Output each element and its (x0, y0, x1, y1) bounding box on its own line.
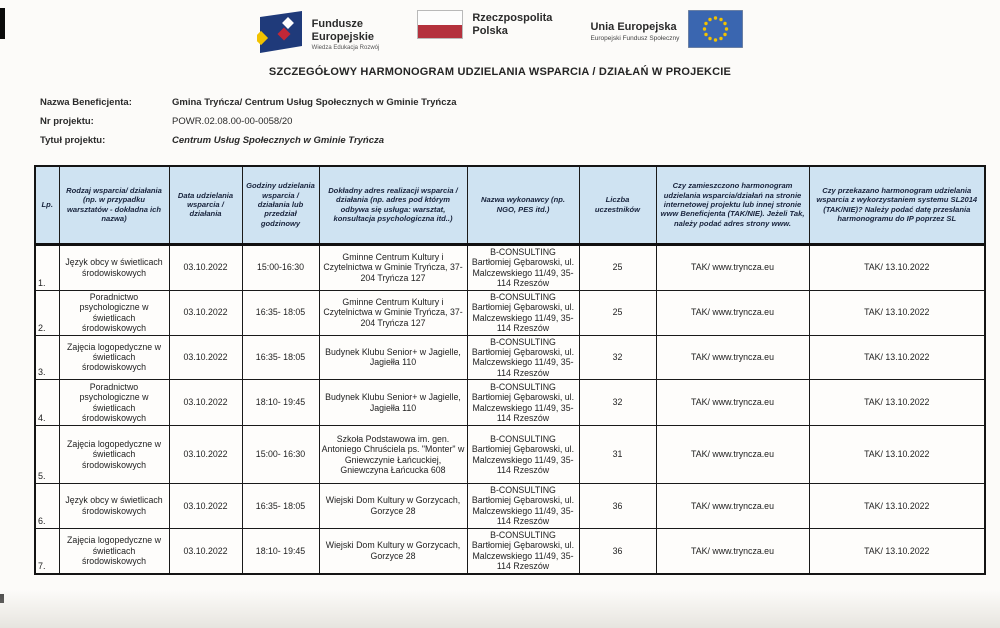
row-number-cell: 3. (35, 335, 59, 380)
date-cell: 03.10.2022 (169, 426, 242, 484)
contractor-cell: B-CONSULTING Bartłomiej Gębarowski, ul. Malczewskiego 11/49, 35-114 Rzeszów (467, 426, 579, 484)
participants-cell: 25 (579, 244, 656, 290)
beneficiary-row (40, 97, 740, 108)
support-type-cell: Język obcy w świetlicach środowiskowych (59, 484, 169, 529)
contractor-cell: B-CONSULTING Bartłomiej Gębarowski, ul. Malczewskiego 11/49, 35-114 Rzeszów (467, 244, 579, 290)
logo-text-subtitle: Europejski Fundusz Społeczny (590, 34, 680, 42)
support-type-cell: Poradnictwo psychologiczne w świetlicach środowiskowych (59, 380, 169, 426)
fundusze-europejskie-flag-icon (257, 10, 303, 59)
table-row (35, 290, 985, 335)
sent-sl-cell: TAK/ 13.10.2022 (809, 528, 985, 574)
support-type-cell: Zajęcia logopedyczne w świetlicach środowiskowych (59, 335, 169, 380)
column-header-contractor: Nazwa wykonawcy (np. NGO, PES itd.) (467, 166, 579, 244)
project-title-row (40, 135, 740, 146)
date-cell: 03.10.2022 (169, 290, 242, 335)
participants-cell: 32 (579, 335, 656, 380)
participants-cell: 25 (579, 290, 656, 335)
row-number-cell: 5. (35, 426, 59, 484)
poland-label (472, 12, 552, 36)
support-type-cell: Poradnictwo psychologiczne w świetlicach środowiskowych (59, 290, 169, 335)
row-number-cell: 1. (35, 244, 59, 290)
column-header-date: Data udzielania wsparcia / działania (169, 166, 242, 244)
logo-rzeczpospolita-polska (417, 10, 552, 39)
project-title-label: Tytuł projektu: (40, 135, 106, 146)
hours-cell: 15:00- 16:30 (242, 426, 319, 484)
participants-cell: 32 (579, 380, 656, 426)
column-header-address: Dokładny adres realizacji wsparcia / działania (np. adres pod którym odbywa się usługa: warsztat, konsultacja psychologiczna itd..) (319, 166, 467, 244)
eu-flag-icon (688, 10, 743, 53)
published-www-cell: TAK/ www.tryncza.eu (656, 426, 809, 484)
schedule-table-body (35, 244, 985, 574)
column-header-support-type: Rodzaj wsparcia/ działania (np. w przypadku warsztatów - dokładna ich nazwa) (59, 166, 169, 244)
date-cell: 03.10.2022 (169, 484, 242, 529)
table-row (35, 426, 985, 484)
row-number-cell: 7. (35, 528, 59, 574)
hours-cell: 16:35- 18:05 (242, 484, 319, 529)
support-type-cell: Zajęcia logopedyczne w świetlicach środowiskowych (59, 426, 169, 484)
table-row (35, 335, 985, 380)
contractor-cell: B-CONSULTING Bartłomiej Gębarowski, ul. Malczewskiego 11/49, 35-114 Rzeszów (467, 528, 579, 574)
sent-sl-cell: TAK/ 13.10.2022 (809, 244, 985, 290)
contractor-cell: B-CONSULTING Bartłomiej Gębarowski, ul. Malczewskiego 11/49, 35-114 Rzeszów (467, 290, 579, 335)
header-row (35, 166, 985, 244)
participants-cell: 36 (579, 528, 656, 574)
hours-cell: 15:00-16:30 (242, 244, 319, 290)
contractor-cell: B-CONSULTING Bartłomiej Gębarowski, ul. Malczewskiego 11/49, 35-114 Rzeszów (467, 335, 579, 380)
scan-noise-band (0, 590, 1000, 628)
address-cell: Budynek Klubu Senior+ w Jagielle, Jagiełła 110 (319, 335, 467, 380)
participants-cell: 31 (579, 426, 656, 484)
participants-cell: 36 (579, 484, 656, 529)
sent-sl-cell: TAK/ 13.10.2022 (809, 335, 985, 380)
table-row (35, 380, 985, 426)
row-number-cell: 4. (35, 380, 59, 426)
published-www-cell: TAK/ www.tryncza.eu (656, 528, 809, 574)
sent-sl-cell: TAK/ 13.10.2022 (809, 484, 985, 529)
funding-logos-header (0, 10, 1000, 59)
project-number-value: POWR.02.08.00-00-0058/20 (172, 116, 293, 127)
poland-flag-icon (417, 10, 463, 39)
address-cell: Gminne Centrum Kultury i Czytelnictwa w Gminie Tryńcza, 37-204 Tryńcza 127 (319, 244, 467, 290)
contractor-cell: B-CONSULTING Bartłomiej Gębarowski, ul. Malczewskiego 11/49, 35-114 Rzeszów (467, 380, 579, 426)
row-number-cell: 2. (35, 290, 59, 335)
address-cell: Wiejski Dom Kultury w Gorzycach, Gorzyce 28 (319, 528, 467, 574)
schedule-table (34, 165, 986, 575)
table-row (35, 528, 985, 574)
published-www-cell: TAK/ www.tryncza.eu (656, 244, 809, 290)
beneficiary-value: Gmina Tryńcza/ Centrum Usług Społecznych w Gminie Tryńcza (172, 97, 457, 108)
contractor-cell: B-CONSULTING Bartłomiej Gębarowski, ul. Malczewskiego 11/49, 35-114 Rzeszów (467, 484, 579, 529)
address-cell: Szkoła Podstawowa im. gen. Antoniego Chruściela ps. "Monter" w Gniewczynie Łańcuckiej, Gniewczyna Łańcucka 608 (319, 426, 467, 484)
column-header-hours: Godziny udzielania wsparcia / działania lub przedział godzinowy (242, 166, 319, 244)
eu-label (590, 21, 679, 42)
hours-cell: 16:35- 18:05 (242, 335, 319, 380)
project-info-block (40, 97, 740, 154)
column-header-participants: Liczba uczestników (579, 166, 656, 244)
address-cell: Gminne Centrum Kultury i Czytelnictwa w Gminie Tryńcza, 37-204 Tryńcza 127 (319, 290, 467, 335)
logo-fundusze-europejskie (257, 10, 380, 59)
hours-cell: 16:35- 18:05 (242, 290, 319, 335)
table-row (35, 244, 985, 290)
logo-unia-europejska (590, 10, 743, 53)
fundusze-europejskie-label (312, 18, 380, 50)
column-header-published-www: Czy zamieszczono harmonogram udzielania wsparcia/działań na stronie internetowej projektu lub innej stronie www Beneficjenta (TAK/NIE). Jeżeli Tak, należy podać adres strony www. (656, 166, 809, 244)
column-header-sent-sl: Czy przekazano harmonogram udzielania wsparcia z wykorzystaniem systemu SL2014 (TAK/NIE)? Należy podać datę przesłania harmonogramu do IP poprzez SL (809, 166, 985, 244)
published-www-cell: TAK/ www.tryncza.eu (656, 335, 809, 380)
row-number-cell: 6. (35, 484, 59, 529)
sent-sl-cell: TAK/ 13.10.2022 (809, 290, 985, 335)
sent-sl-cell: TAK/ 13.10.2022 (809, 426, 985, 484)
document-title: SZCZEGÓŁOWY HARMONOGRAM UDZIELANIA WSPARCIA / DZIAŁAŃ W PROJEKCIE (268, 66, 732, 78)
published-www-cell: TAK/ www.tryncza.eu (656, 290, 809, 335)
logo-text-line: Fundusze (311, 18, 363, 31)
address-cell: Wiejski Dom Kultury w Gorzycach, Gorzyce 28 (319, 484, 467, 529)
logo-text-subtitle: Wiedza Edukacja Rozwój (311, 44, 380, 51)
hours-cell: 18:10- 19:45 (242, 380, 319, 426)
support-type-cell: Język obcy w świetlicach środowiskowych (59, 244, 169, 290)
date-cell: 03.10.2022 (169, 528, 242, 574)
project-number-row (40, 116, 740, 127)
address-cell: Budynek Klubu Senior+ w Jagielle, Jagiełła 110 (319, 380, 467, 426)
project-title-value: Centrum Usług Społecznych w Gminie Tryńcza (172, 135, 385, 146)
support-type-cell: Zajęcia logopedyczne w świetlicach środowiskowych (59, 528, 169, 574)
logo-text-line: Rzeczpospolita (472, 12, 553, 25)
schedule-table-header (35, 166, 985, 244)
beneficiary-label: Nazwa Beneficjenta: (40, 97, 132, 108)
sent-sl-cell: TAK/ 13.10.2022 (809, 380, 985, 426)
published-www-cell: TAK/ www.tryncza.eu (656, 380, 809, 426)
logo-text-line: Unia Europejska (590, 21, 677, 34)
project-number-label: Nr projektu: (40, 116, 94, 127)
date-cell: 03.10.2022 (169, 244, 242, 290)
column-header-lp: Lp. (35, 166, 59, 244)
logo-text-line: Polska (472, 24, 508, 37)
table-row (35, 484, 985, 529)
published-www-cell: TAK/ www.tryncza.eu (656, 484, 809, 529)
date-cell: 03.10.2022 (169, 380, 242, 426)
hours-cell: 18:10- 19:45 (242, 528, 319, 574)
logo-text-line: Europejskie (311, 30, 375, 43)
date-cell: 03.10.2022 (169, 335, 242, 380)
